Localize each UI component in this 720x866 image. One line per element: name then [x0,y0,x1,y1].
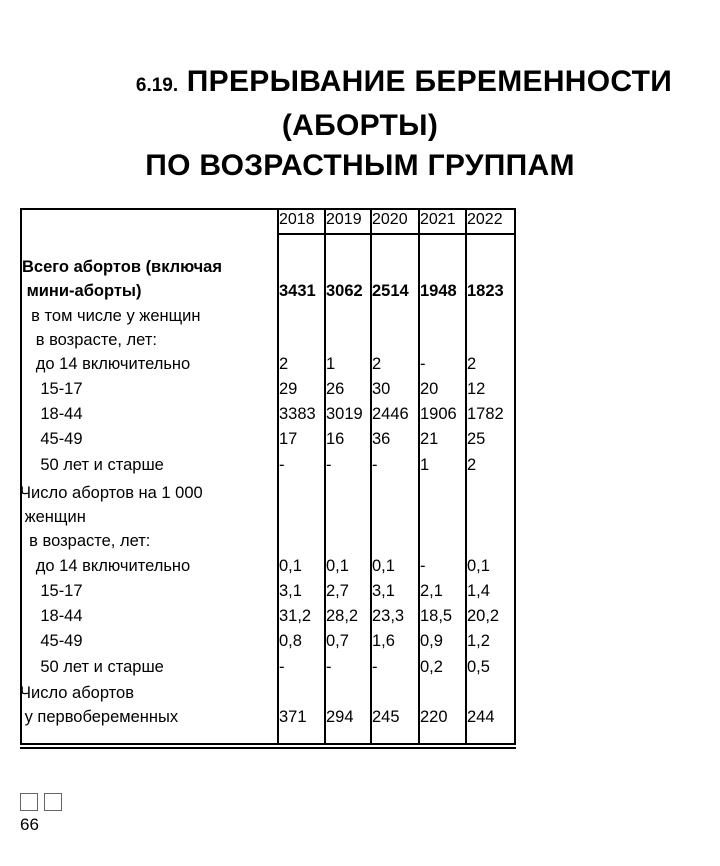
count-18-44-2018: 3383 [279,405,316,423]
rate-under-14-2021: - [420,557,426,575]
count-45-49-2022: 25 [467,430,486,448]
total-2022: 1823 [467,282,504,300]
row-label-rate-18-44: 18-44 [22,607,83,625]
row-label-count-50-plus: 50 лет и старше [22,456,164,474]
count-50-plus-2021: 1 [420,456,430,474]
total-2020: 2514 [372,282,409,300]
rate-15-17-2018: 3,1 [279,582,302,600]
count-15-17-2018: 29 [279,380,298,398]
count-45-49-2018: 17 [279,430,298,448]
first-pregnancy-2020: 245 [372,708,400,726]
count-under-14-2020: 2 [372,355,382,373]
rate-18-44-2021: 18,5 [420,607,453,625]
table-title [0,62,720,186]
footer-box-icon [20,793,38,811]
rate-under-14-2019: 0,1 [326,557,349,575]
count-under-14-2018: 2 [279,355,289,373]
rate-45-49-2018: 0,8 [279,632,302,650]
page-number: 66 [20,815,39,834]
row-label-total-cont: мини-аборты) [22,282,142,300]
count-50-plus-2022: 2 [467,456,477,474]
title-line-2: (АБОРТЫ) [281,109,439,142]
year-header-2022: 2022 [467,211,503,228]
first-pregnancy-2021: 220 [420,708,448,726]
rate-50-plus-2020: - [372,658,378,676]
count-15-17-2019: 26 [326,380,345,398]
rate-15-17-2021: 2,1 [420,582,443,600]
count-18-44-2019: 3019 [326,405,363,423]
total-2021: 1948 [420,282,457,300]
title-line-1: ПРЕРЫВАНИЕ БЕРЕМЕННОСТИ [186,65,673,98]
row-label-including-cont: в возрасте, лет: [22,331,157,349]
rate-50-plus-2022: 0,5 [467,658,490,676]
year-header-2021: 2021 [420,211,456,228]
count-45-49-2021: 21 [420,430,439,448]
year-header-2020: 2020 [372,211,408,228]
row-label-first-pregnancy-cont: у первобеременных [20,708,179,726]
rate-45-49-2019: 0,7 [326,632,349,650]
col-divider-6 [514,208,516,745]
abortion-table [20,208,516,745]
rate-18-44-2019: 28,2 [326,607,359,625]
rate-50-plus-2019: - [326,658,332,676]
row-label-rate-45-49: 45-49 [22,632,83,650]
count-18-44-2021: 1906 [420,405,457,423]
footer-box-icons [20,790,68,813]
count-under-14-2022: 2 [467,355,477,373]
table-number: 6.19. [135,75,179,96]
rate-18-44-2022: 20,2 [467,607,500,625]
row-label-rate-under-14: до 14 включительно [22,557,191,575]
row-label-rate-15-17: 15-17 [22,582,83,600]
rate-50-plus-2018: - [279,658,285,676]
count-15-17-2021: 20 [420,380,439,398]
rate-18-44-2018: 31,2 [279,607,312,625]
count-18-44-2022: 1782 [467,405,504,423]
total-2019: 3062 [326,282,363,300]
first-pregnancy-2018: 371 [279,708,307,726]
table-bottom-border [20,743,516,745]
count-50-plus-2019: - [326,456,332,474]
row-label-first-pregnancy: Число абортов [20,684,134,702]
rate-under-14-2018: 0,1 [279,557,302,575]
rate-15-17-2022: 1,4 [467,582,490,600]
rate-45-49-2021: 0,9 [420,632,443,650]
first-pregnancy-2022: 244 [467,708,495,726]
count-50-plus-2020: - [372,456,378,474]
row-label-total: Всего абортов (включая [22,258,222,276]
footer-box-icon [44,793,62,811]
row-label-including: в том числе у женщин [22,307,201,325]
rate-15-17-2019: 2,7 [326,582,349,600]
total-2018: 3431 [279,282,316,300]
row-label-count-18-44: 18-44 [22,405,83,423]
rate-under-14-2022: 0,1 [467,557,490,575]
count-50-plus-2018: - [279,456,285,474]
count-45-49-2020: 36 [372,430,391,448]
count-18-44-2020: 2446 [372,405,409,423]
count-45-49-2019: 16 [326,430,345,448]
rate-15-17-2020: 3,1 [372,582,395,600]
count-under-14-2021: - [420,355,426,373]
rate-45-49-2020: 1,6 [372,632,395,650]
first-pregnancy-2019: 294 [326,708,354,726]
header-divider [277,233,516,235]
rate-45-49-2022: 1,2 [467,632,490,650]
year-header-2019: 2019 [326,211,362,228]
rate-50-plus-2021: 0,2 [420,658,443,676]
row-label-count-45-49: 45-49 [22,430,83,448]
count-15-17-2022: 12 [467,380,486,398]
title-line-3: ПО ВОЗРАСТНЫМ ГРУППАМ [145,149,575,182]
row-label-rate-cont: женщин [20,508,86,526]
row-label-count-15-17: 15-17 [22,380,83,398]
row-label-rate-cont-2: в возрасте, лет: [20,532,151,550]
count-15-17-2020: 30 [372,380,391,398]
row-label-rate: Число абортов на 1 000 [20,484,203,502]
count-under-14-2019: 1 [326,355,336,373]
rate-under-14-2020: 0,1 [372,557,395,575]
row-label-count-under-14: до 14 включительно [22,355,191,373]
table-bottom-border-2 [20,747,516,749]
row-label-rate-50-plus: 50 лет и старше [22,658,164,676]
rate-18-44-2020: 23,3 [372,607,405,625]
year-header-2018: 2018 [279,211,315,228]
